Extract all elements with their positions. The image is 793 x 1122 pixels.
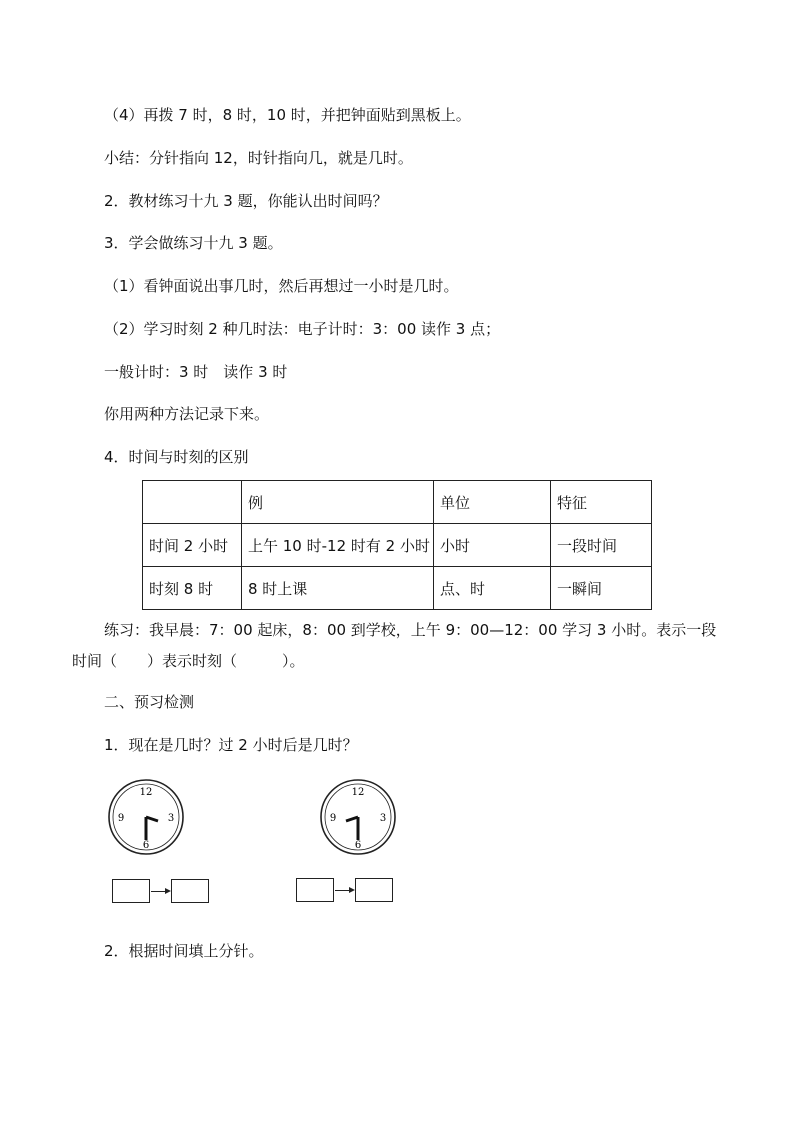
table-cell: 一瞬间 bbox=[551, 567, 652, 610]
answer-box[interactable] bbox=[112, 879, 150, 903]
clock-numeral: 3 bbox=[167, 813, 175, 824]
text-line-1: （4）再拨 7 时，8 时，10 时，并把钟面贴到黑板上。 bbox=[104, 106, 471, 124]
answer-box[interactable] bbox=[355, 878, 393, 902]
practice-line-2: 时间（ ）表示时刻（ ）。 bbox=[72, 652, 305, 670]
table-header-row bbox=[143, 481, 652, 524]
comparison-table bbox=[142, 480, 652, 610]
table-cell: 特征 bbox=[551, 481, 652, 524]
answer-box[interactable] bbox=[171, 879, 209, 903]
table-row bbox=[143, 567, 652, 610]
table-cell: 单位 bbox=[434, 481, 551, 524]
summary-line: 小结：分针指向 12，时针指向几，就是几时。 bbox=[104, 149, 413, 167]
text-line-7: 一般计时：3 时 读作 3 时 bbox=[104, 363, 288, 381]
text-line-5: （1）看钟面说出事几时，然后再想过一小时是几时。 bbox=[104, 277, 459, 295]
table-cell: 小时 bbox=[434, 524, 551, 567]
question-1: 1．现在是几时？过 2 小时后是几时？ bbox=[104, 736, 358, 754]
table-cell bbox=[143, 481, 242, 524]
table-cell: 例 bbox=[242, 481, 434, 524]
section-heading-4: 4．时间与时刻的区别 bbox=[104, 448, 249, 466]
table-cell: 一段时间 bbox=[551, 524, 652, 567]
clock-numeral: 12 bbox=[139, 787, 153, 798]
text-line-6: （2）学习时刻 2 种几时法：电子计时：3：00 读作 3 点； bbox=[104, 320, 501, 338]
table-row bbox=[143, 524, 652, 567]
text-line-3: 2．教材练习十九 3 题，你能认出时间吗？ bbox=[104, 192, 388, 210]
answer-box[interactable] bbox=[296, 878, 334, 902]
clock-numeral: 9 bbox=[117, 813, 125, 824]
hour-hand bbox=[146, 817, 158, 821]
clock-numeral: 6 bbox=[142, 840, 150, 851]
clock-face-icon bbox=[319, 778, 397, 856]
arrow-line bbox=[335, 890, 349, 891]
clock-numeral: 9 bbox=[329, 813, 337, 824]
clock-numeral: 3 bbox=[379, 813, 387, 824]
table-cell: 8 时上课 bbox=[242, 567, 434, 610]
practice-line-1: 练习：我早晨：7：00 起床，8：00 到学校，上午 9：00—12：00 学习 3 小时。表示一段 bbox=[104, 621, 717, 639]
table-cell: 时刻 8 时 bbox=[143, 567, 242, 610]
clock-numeral: 6 bbox=[354, 840, 362, 851]
table-cell: 点、时 bbox=[434, 567, 551, 610]
section-heading-2: 二、预习检测 bbox=[104, 693, 195, 711]
table-cell: 时间 2 小时 bbox=[143, 524, 242, 567]
clock-face-icon bbox=[107, 778, 185, 856]
question-2: 2．根据时间填上分针。 bbox=[104, 942, 264, 960]
table-cell: 上午 10 时-12 时有 2 小时 bbox=[242, 524, 434, 567]
hour-hand bbox=[346, 817, 358, 821]
clock-numeral: 12 bbox=[351, 787, 365, 798]
text-line-4: 3．学会做练习十九 3 题。 bbox=[104, 234, 283, 252]
arrow-line bbox=[151, 891, 165, 892]
text-line-8: 你用两种方法记录下来。 bbox=[104, 405, 270, 423]
